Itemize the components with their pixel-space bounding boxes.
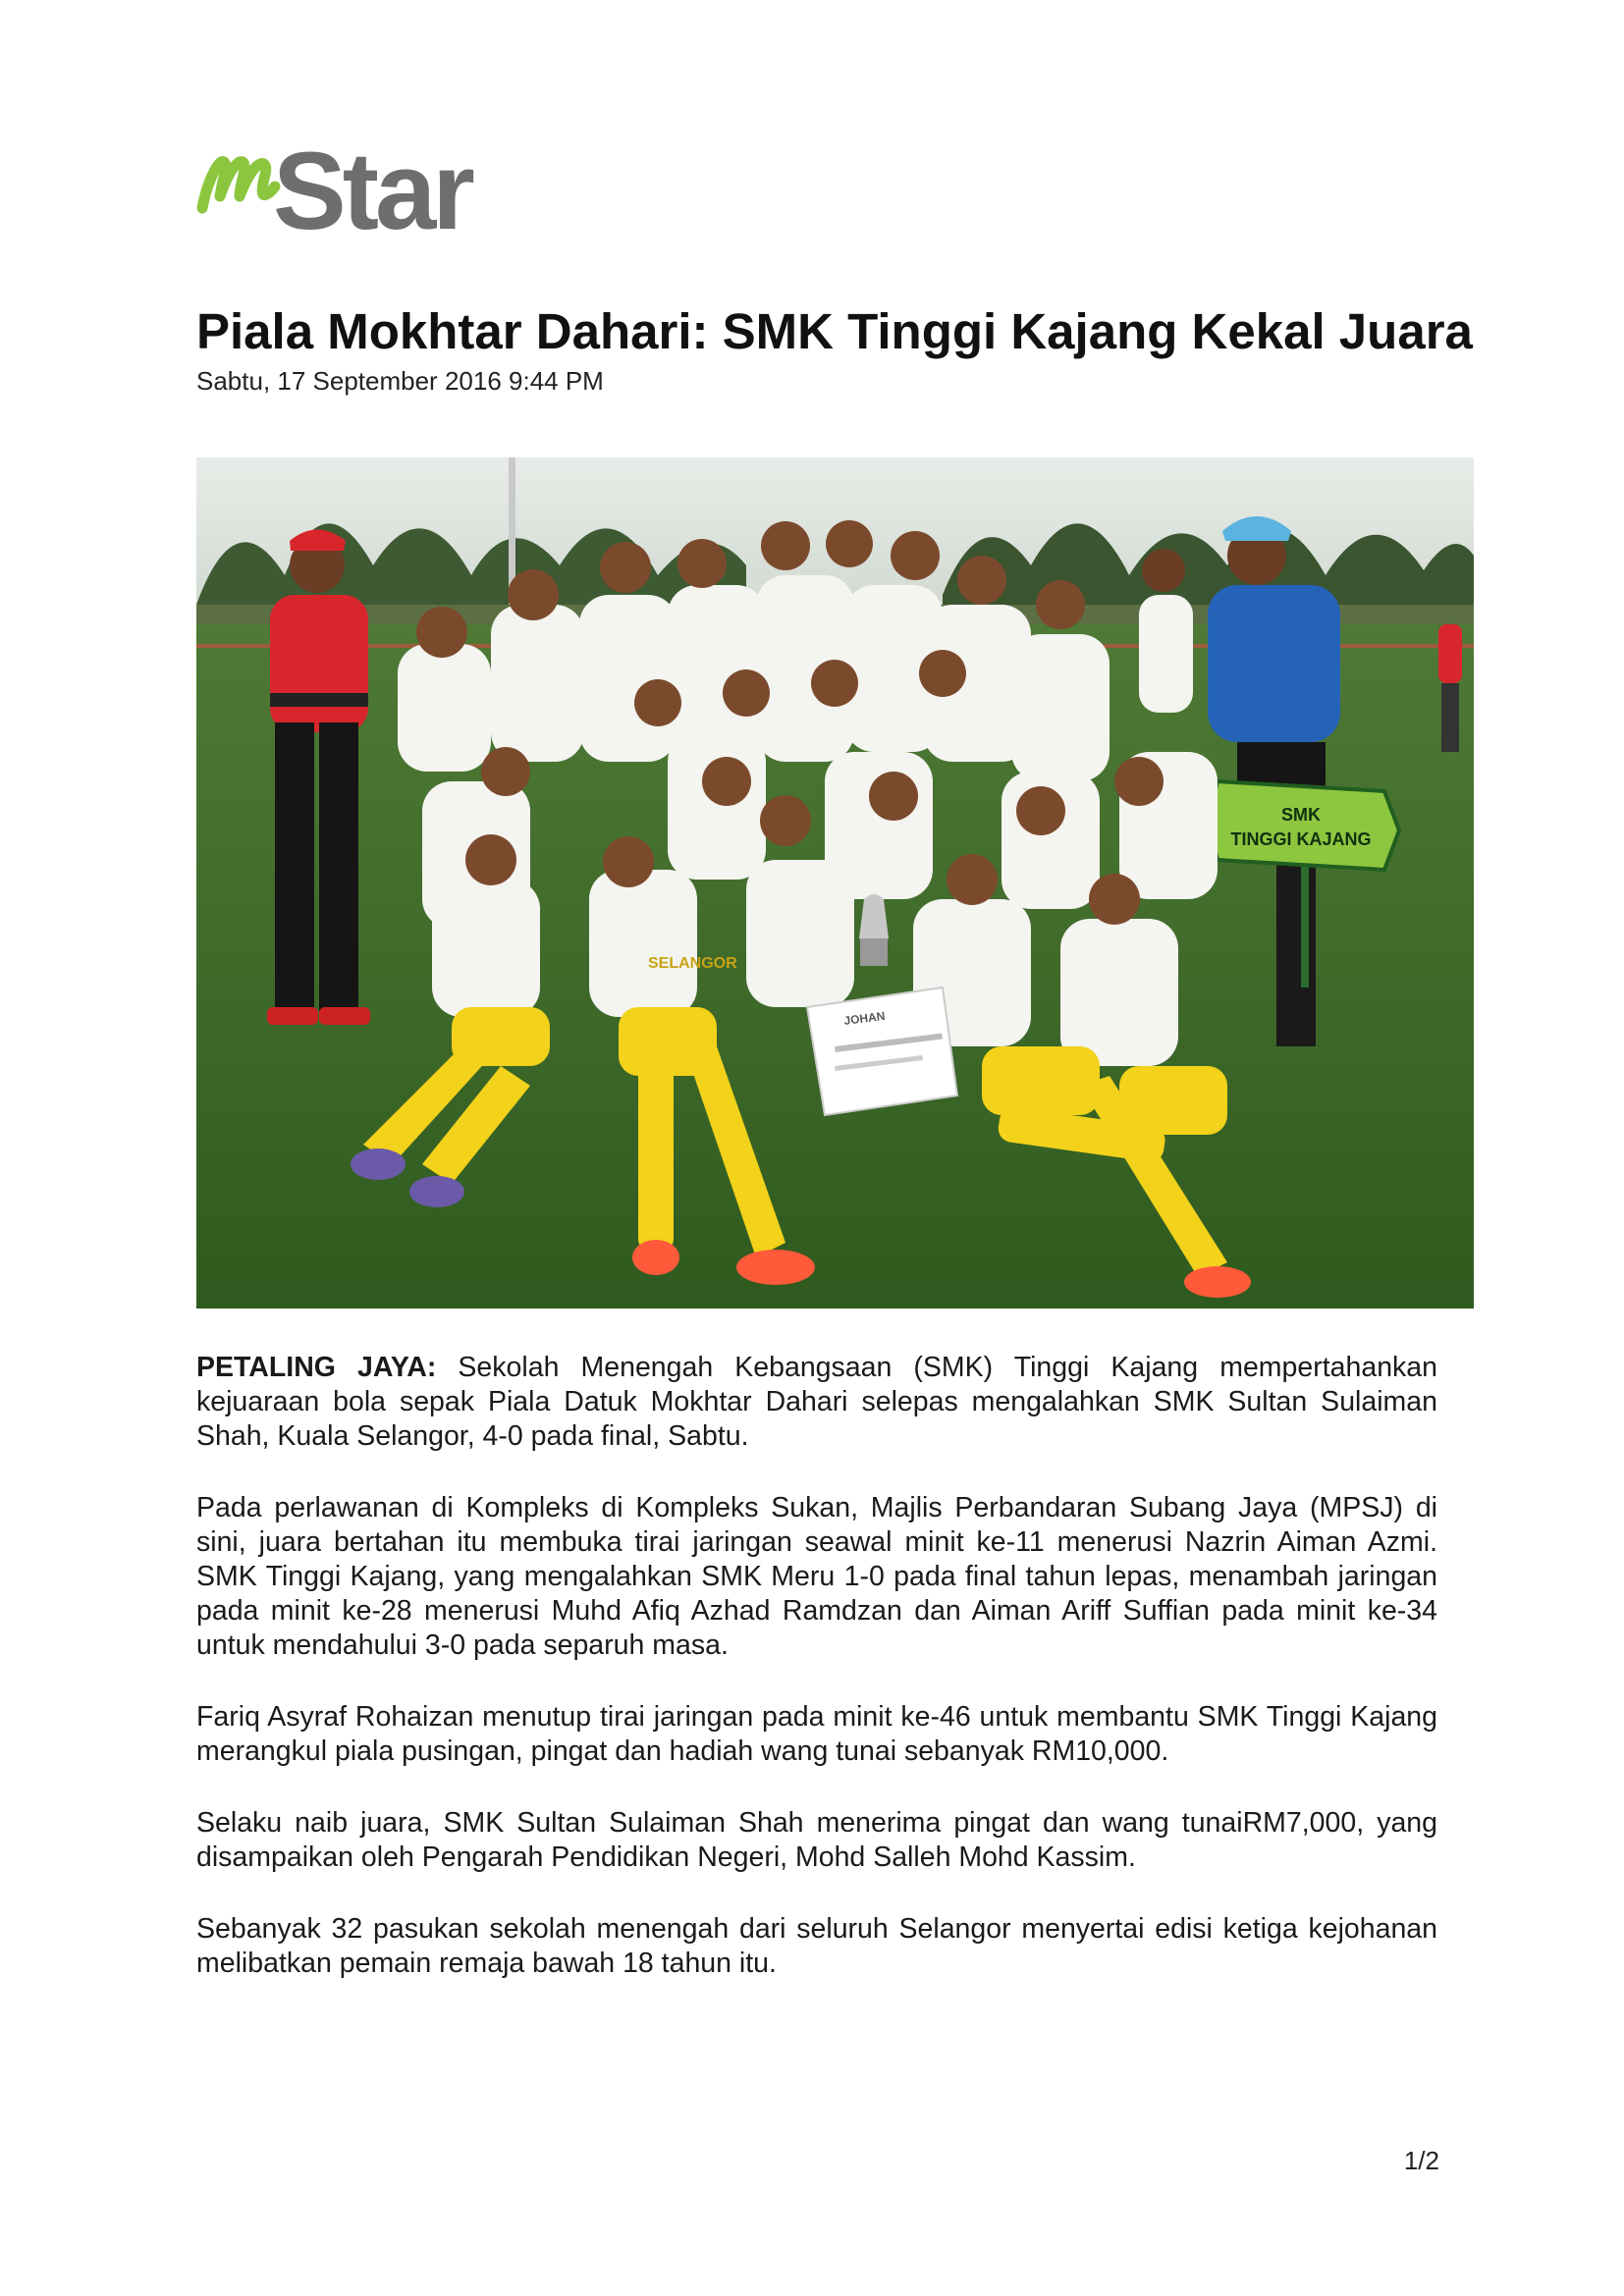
- paragraph-2: Pada perlawanan di Kompleks di Kompleks Sukan, Majlis Perbandaran Subang Jaya (MPSJ) di sini, juara bertahan itu membuka tirai jaringan seawal minit ke-11 menerusi Nazrin Aiman Azmi. SMK Tinggi Kajang, yang mengalahkan SMK Meru 1-0 pada final tahun lepas, menambah jaringan pada minit ke-28 menerusi Muhd Afiq Azhad Ramdzan dan Aiman Ariff Suffian pada minit ke-34 untuk mendahului 3-0 pada separuh masa.: [196, 1492, 1437, 1661]
- cheque-title: JOHAN: [842, 1008, 887, 1028]
- dateline-location: PETALING JAYA:: [196, 1352, 437, 1383]
- article-headline: Piala Mokhtar Dahari: SMK Tinggi Kajang Kekal Juara: [196, 303, 1473, 359]
- article-dateline: Sabtu, 17 September 2016 9:44 PM: [196, 366, 604, 396]
- paragraph-1-text: Sekolah Menengah Kebangsaan (SMK) Tinggi Kajang mempertahankan kejuaraan bola sepak Piala Datuk Mokhtar Dahari selepas mengalahkan SMK Sultan Sulaiman Shah, Kuala Selangor, 4-0 pada final, Sabtu.: [196, 1352, 1437, 1452]
- paragraph-1: [196, 1351, 1437, 1454]
- logo-star-text: Star: [273, 130, 471, 240]
- trophy: [859, 894, 889, 966]
- prize-cheque: [807, 988, 957, 1115]
- page-number: 1/2: [1403, 2146, 1439, 2175]
- mstar-logo[interactable]: [196, 118, 569, 240]
- mstar-logo-graphic: [196, 118, 569, 240]
- paragraph-4: Selaku naib juara, SMK Sultan Sulaiman Shah menerima pingat dan wang tunaiRM7,000, yang disampaikan oleh Pengarah Pendidikan Negeri, Mohd Salleh Mohd Kassim.: [196, 1807, 1437, 1873]
- paragraph-3: Fariq Asyraf Rohaizan menutup tirai jaringan pada minit ke-46 untuk membantu SMK Tinggi Kajang merangkul piala pusingan, pingat dan hadiah wang tunai sebanyak RM10,000.: [196, 1701, 1437, 1767]
- sign-line2: TINGGI KAJANG: [1230, 829, 1372, 849]
- team-photo: [196, 457, 1474, 1308]
- jersey-text: SELANGOR: [648, 955, 737, 972]
- sign-line1: SMK: [1281, 805, 1321, 825]
- team-photo-illustration: [196, 457, 1474, 1308]
- article-body: [196, 1351, 1437, 2018]
- paragraph-5: Sebanyak 32 pasukan sekolah menengah dari seluruh Selangor menyertai edisi ketiga kejohanan melibatkan pemain remaja bawah 18 tahun itu.: [196, 1913, 1437, 1979]
